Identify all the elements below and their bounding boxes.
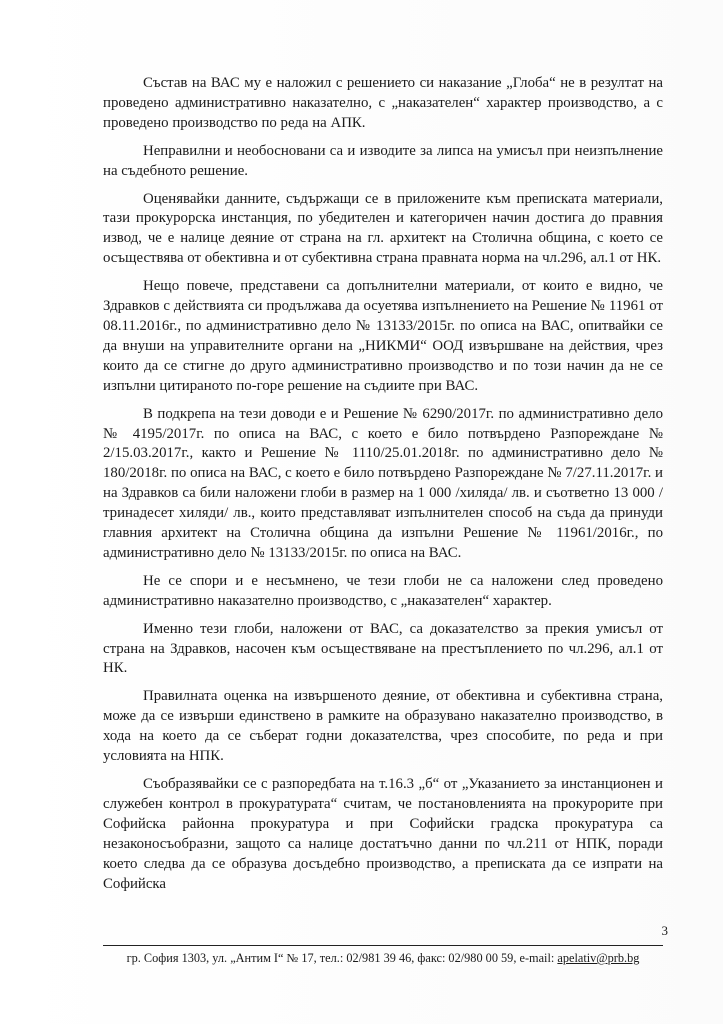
paragraph-7: Именно тези глоби, наложени от ВАС, са доказателство за прекия умисъл от страна на Здравков, насочен към осъществяване на престъплението по чл.296, ал.1 от НК. [103, 620, 663, 677]
paragraph-2: Неправилни и необосновани са и изводите за липса на умисъл при неизпълнение на съдебното решение. [103, 142, 663, 179]
paragraph-5: В подкрепа на тези доводи е и Решение № 6290/2017г. по административно дело № 4195/2017г. по описа на ВАС, с което е било потвърдено Разпореждане № 2/15.03.2017г., както и Решение № 1110/25.01.2018г. по административно дело № 180/2018г. по описа на ВАС, с което е било потвърдено Разпореждане № 7/27.11.2017г. и на Здравков са били наложени глоби в размер на 1 000 /хиляда/ лв. и съответно 13 000 /тринадесет хиляди/ лв., които представляват изпълнителен способ на съда да принуди главния архитект на Столична община да изпълни Решение № 11961/2016г., по административно дело № 13133/2015г. по описа на ВАС. [103, 405, 663, 561]
document-body [103, 74, 663, 902]
paragraph-1: Състав на ВАС му е наложил с решението си наказание „Глоба“ не в резултат на проведено административно наказателно, с „наказателен“ характер производство, а с проведено производство по реда на АПК. [103, 75, 663, 131]
paragraph-3: Оценявайки данните, съдържащи се в приложените към преписката материали, тази прокурорска инстанция, по убедителен и категоричен начин достига до правния извод, че е налице деяние от страна на гл. архитект на Столична община, с което се осъществява от обективна и от субективна страна правната норма на чл.296, ал.1 от НК. [103, 190, 663, 267]
footer-contact [103, 951, 663, 966]
paragraph-9: Съобразявайки се с разпоредбата на т.16.3 „б“ от „Указанието за инстанционен и служебен контрол в прокуратурата“ считам, че постановленията на прокурорите при Софийска районна прокуратура и при Софийски градска прокуратура са незаконосъобразни, защото са налице достатъчно данни по чл.211 от НПК, поради което следва да се образува досъдебно производство, а преписката да се изпрати на Софийска [103, 776, 663, 892]
footer-email-link[interactable]: apelativ@prb.bg [557, 951, 640, 965]
paragraph-8: Правилната оценка на извършеното деяние, от обективна и субективна страна, може да се извърши единствено в рамките на образувано наказателно производство, в хода на което да се съберат годни доказателства, чрез способите, по реда и при условията на НПК. [103, 688, 663, 765]
footer-divider [103, 945, 663, 946]
paragraph-4: Нещо повече, представени са допълнителни материали, от които е видно, че Здравков с действията си продължава да осуетява изпълнението на Решение № 11961 от 08.11.2016г., по административно дело № 13133/2015г. по описа на ВАС, опитвайки се да внуши на управителните органи на „НИКМИ“ ООД извършване на действия, чрез които да се стигне до друго административно производство и по този начин да не се изпълни цитираното по-горе решение на съдиите при ВАС. [103, 278, 663, 394]
footer-address: гр. София 1303, ул. „Антим I“ № 17, тел.: 02/981 39 46, факс: 02/980 00 59, e-mail: [126, 951, 558, 965]
paragraph-6: Не се спори и е несъмнено, че тези глоби не са наложени след проведено административно наказателно производство, с „наказателен“ характер. [103, 572, 663, 609]
page-number: 3 [661, 923, 668, 938]
